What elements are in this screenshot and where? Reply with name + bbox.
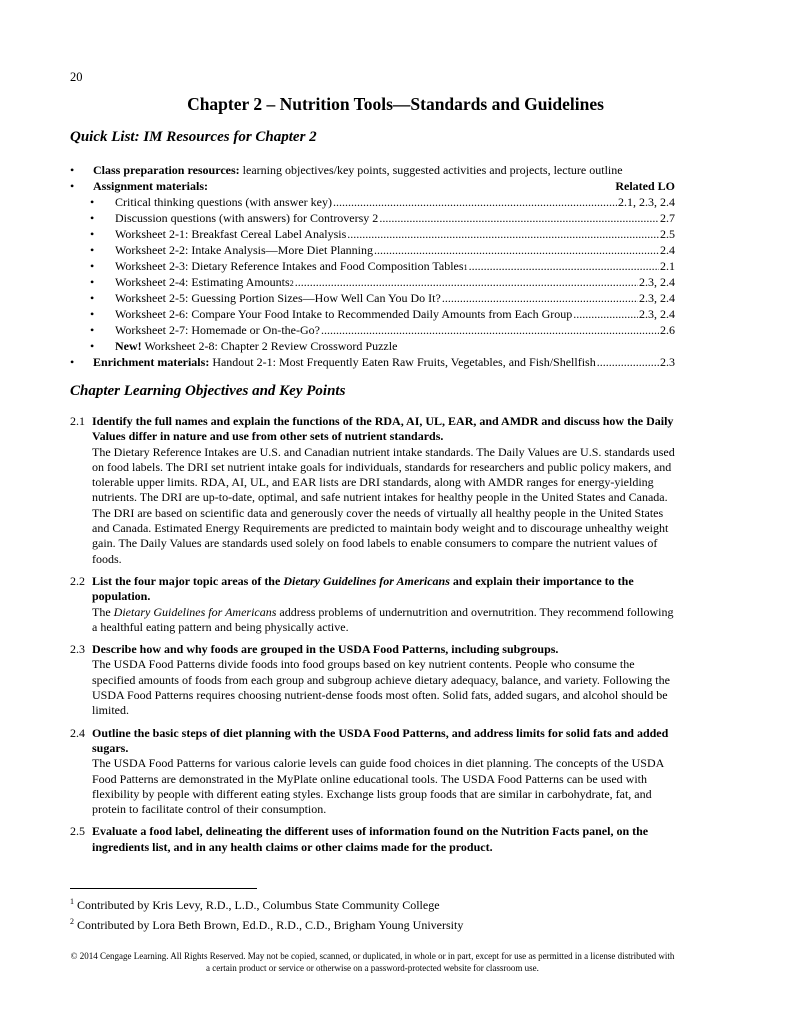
assignment-lo: 2.3, 2.4	[639, 275, 675, 289]
footnote-text: Contributed by Lora Beth Brown, Ed.D., R.D., C.D., Brigham Young University	[74, 918, 464, 932]
objectives-heading: Chapter Learning Objectives and Key Points	[70, 383, 346, 399]
footnote-mark: 1	[70, 897, 74, 906]
footnote-mark: 2	[70, 917, 74, 926]
assignment-title: Worksheet 2-6: Compare Your Food Intake to Recommended Daily Amounts from Each Group	[115, 307, 573, 321]
assignment-title: Worksheet 2-1: Breakfast Cereal Label Analysis	[115, 227, 347, 241]
objective-item	[70, 414, 675, 567]
bullet-icon: •	[90, 275, 95, 289]
assignment-title: Worksheet 2-5: Guessing Portion Sizes—How Well Can You Do It?	[115, 291, 441, 305]
bullet-icon: •	[90, 259, 95, 273]
assignment-lo: 2.4	[660, 243, 675, 257]
objective-key-points: The USDA Food Patterns for various calorie levels can guide food choices in diet planning. The concepts of the USDA Food Patterns are demonstrated in the MyPlate online educational tools. The USDA Food Patterns can be used with flexibility by people with different eating styles. Exchange lists group foods that are similar in carbohydrate, fat, and protein to facilitate control of their consumption.	[92, 756, 664, 817]
bullet-icon: •	[70, 163, 75, 177]
assignment-row	[70, 210, 675, 226]
new-badge: New!	[115, 339, 142, 353]
bullet-icon: •	[90, 243, 95, 257]
assignment-title: Worksheet 2-2: Intake Analysis—More Diet Planning	[115, 243, 373, 257]
objective-heading: Describe how and why foods are grouped in the USDA Food Patterns, including subgroups.	[92, 642, 559, 657]
objective-item	[70, 726, 675, 818]
assignment-row: • Worksheet 2-4: Estimating Amounts 2 ..... 2.3, 2.4	[70, 274, 675, 290]
bullet-icon: •	[90, 195, 95, 209]
objective-heading: Outline the basic steps of diet planning with the USDA Food Patterns, and address limits for solid fats and added sugars.	[92, 725, 669, 755]
objective-item	[70, 574, 675, 635]
assignment-list	[70, 194, 675, 338]
new-worksheet-text: Worksheet 2-8: Chapter 2 Review Crossword Puzzle	[141, 339, 398, 353]
assignment-row: • Worksheet 2-3: Dietary Reference Intakes and Food Composition Tables 1 ..... 2.1	[70, 258, 675, 274]
assignment-title: Discussion questions (with answers) for Controversy 2	[115, 211, 379, 225]
assignment-label: Assignment materials:	[93, 179, 208, 193]
objective-heading: List the four major topic areas of the Dietary Guidelines for Americans and explain their importance to the population.	[92, 573, 634, 604]
assignment-lo: 2.5	[660, 227, 675, 241]
resource-list	[70, 162, 675, 370]
assignment-title: Worksheet 2-4: Estimating Amounts	[115, 275, 290, 289]
bullet-icon: •	[70, 355, 75, 369]
assignment-lo: 2.3, 2.4	[639, 307, 675, 321]
footnote	[70, 895, 463, 915]
objective-key-points: The Dietary Reference Intakes are U.S. and Canadian nutrient intake standards. The Daily Values are U.S. standards used on food labels. The DRI set nutrient intake goals for individuals, standards for researchers and public policy makers, and tolerable upper limits. RDA, AI, UL, and EAR lists are DRI standards, along with AMDR ranges for energy-yielding nutrients. The DRI are up-to-date, optimal, and safe nutrient intakes for healthy people in the United States and Canada. The DRI are based on scientific data and generously cover the needs of virtually all healthy people in the United States and Canada. Estimated Energy Requirements are predicted to maintain body weight and to discourage unhealthy weight gain. The Daily Values are standards used solely on food labels to enable consumers to compare the nutrient values of foods.	[92, 444, 675, 566]
assignment-item	[70, 178, 675, 194]
quick-list-heading: Quick List: IM Resources for Chapter 2	[70, 129, 317, 145]
assignment-title: Worksheet 2-7: Homemade or On-the-Go?	[115, 323, 320, 337]
bullet-icon: •	[90, 307, 95, 321]
objective-item	[70, 642, 675, 718]
objective-key-points: The USDA Food Patterns divide foods into food groups based on key nutrient contents. People who consume the specified amounts of foods from each group and subgroup achieve dietary adequacy, balance, and variety. Following the USDA Food Patterns requires choosing nutrient-dense foods most often. Solid fats, added sugars, and alcohol should be limited.	[92, 657, 670, 718]
objective-key-points: The Dietary Guidelines for Americans address problems of undernutrition and overnutrition. They recommend following a healthful eating pattern and being physically active.	[92, 604, 674, 634]
objective-number: 2.3	[70, 642, 85, 657]
objective-heading: Evaluate a food label, delineating the different uses of information found on the Nutrition Facts panel, on the ingredients list, and in any health claims or other claims made for the product.	[92, 824, 649, 854]
enrichment-lo: 2.3	[660, 355, 675, 369]
objective-number: 2.1	[70, 414, 85, 428]
assignment-row	[70, 322, 675, 338]
assignment-lo: 2.1, 2.3, 2.4	[618, 195, 675, 209]
objective-number: 2.5	[70, 824, 85, 839]
assignment-row	[70, 194, 675, 210]
assignment-title: Worksheet 2-3: Dietary Reference Intakes and Food Composition Tables	[115, 259, 464, 273]
assignment-lo: 2.1	[660, 259, 675, 273]
bullet-icon: •	[90, 339, 95, 353]
objective-heading: Identify the full names and explain the functions of the RDA, AI, UL, EAR, and AMDR and discuss how the Daily Values differ in nature and use from other sets of nutrient standards.	[92, 414, 674, 444]
new-worksheet-item	[70, 338, 675, 354]
class-prep-label: Class preparation resources:	[93, 163, 240, 177]
enrichment-item	[70, 354, 675, 370]
bullet-icon: •	[90, 323, 95, 337]
footnotes	[70, 895, 463, 935]
assignment-row	[70, 242, 675, 258]
bullet-icon: •	[70, 179, 75, 193]
footnote-divider	[70, 888, 257, 889]
footnote	[70, 915, 463, 935]
page-title: Chapter 2 – Nutrition Tools—Standards and Guidelines	[187, 94, 604, 114]
page-number: 20	[70, 70, 83, 84]
copyright-notice: © 2014 Cengage Learning. All Rights Reserved. May not be copied, scanned, or duplicated, in whole or in part, except for use as permitted in a license distributed with a certain product or service or otherwise on a password-protected website for classroom use.	[70, 951, 675, 973]
assignment-row	[70, 306, 675, 322]
assignment-lo: 2.6	[660, 323, 675, 337]
related-lo-label: Related LO	[615, 179, 675, 193]
enrichment-text: Handout 2-1: Most Frequently Eaten Raw Fruits, Vegetables, and Fish/Shellfish	[212, 355, 596, 369]
objective-number: 2.2	[70, 573, 85, 588]
assignment-row	[70, 290, 675, 306]
bullet-icon: •	[90, 291, 95, 305]
class-prep-text: learning objectives/key points, suggested activities and projects, lecture outline	[239, 163, 623, 177]
assignment-lo: 2.7	[660, 211, 675, 225]
footnote-text: Contributed by Kris Levy, R.D., L.D., Columbus State Community College	[74, 898, 440, 912]
bullet-icon: •	[90, 227, 95, 241]
enrichment-label: Enrichment materials:	[93, 355, 210, 369]
objective-item	[70, 824, 675, 855]
assignment-title: Critical thinking questions (with answer key)	[115, 195, 332, 209]
objective-number: 2.4	[70, 725, 85, 740]
assignment-lo: 2.3, 2.4	[639, 291, 675, 305]
bullet-icon: •	[90, 211, 95, 225]
objectives-list	[70, 414, 675, 862]
assignment-row	[70, 226, 675, 242]
class-prep-item	[70, 162, 675, 178]
